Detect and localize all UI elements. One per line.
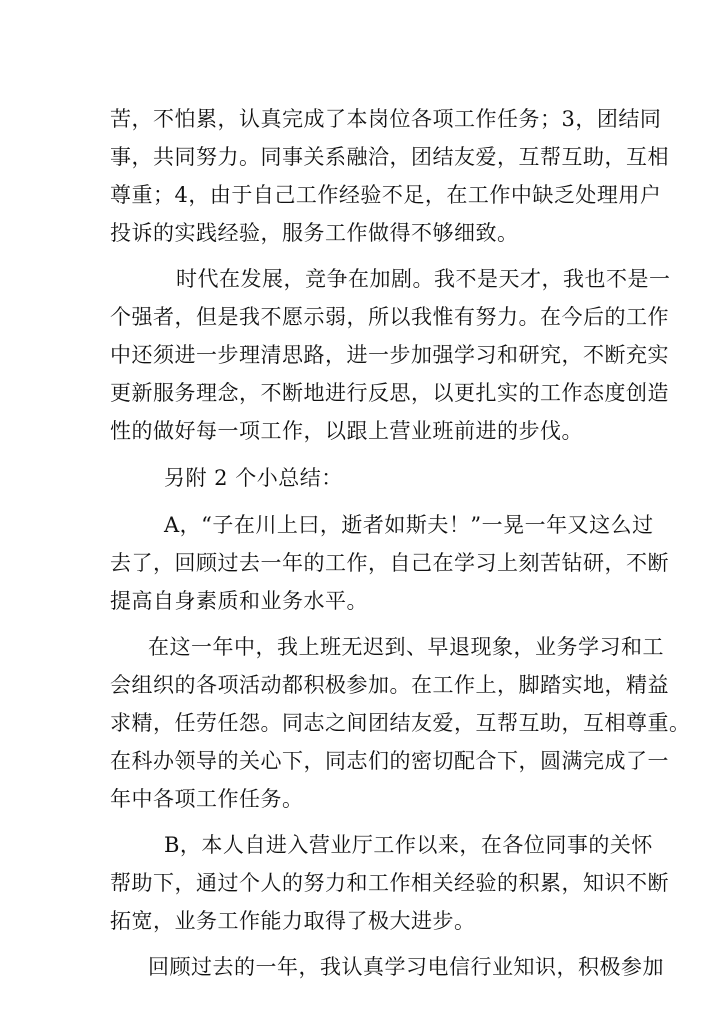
paragraph-first-line: A，“子在川上曰，逝者如斯夫！”一晃一年又这么过 bbox=[164, 513, 654, 537]
text-line: 个强者，但是我不愿示弱，所以我惟有努力。在今后的工作 bbox=[110, 305, 669, 329]
text-line: 事，共同努力。同事关系融洽，团结友爱，互帮互助，互相 bbox=[110, 145, 669, 169]
text-line: 尊重；4，由于自己工作经验不足，在工作中缺乏处理用户 bbox=[110, 183, 662, 207]
text-line: 求精，任劳任怨。同志之间团结友爱，互帮互助，互相尊重。 bbox=[110, 711, 691, 735]
paragraph-first-line: 时代在发展，竞争在加剧。我不是天才，我也不是一 bbox=[176, 267, 671, 291]
text-line: 会组织的各项活动都积极参加。在工作上，脚踏实地，精益 bbox=[110, 673, 669, 697]
text-line: 拓宽，业务工作能力取得了极大进步。 bbox=[110, 909, 476, 933]
text-line: 性的做好每一项工作，以跟上营业班前进的步伐。 bbox=[110, 419, 583, 443]
paragraph-first-line: 回顾过去的一年，我认真学习电信行业知识，积极参加 bbox=[148, 955, 664, 979]
text-line: 投诉的实践经验，服务工作做得不够细致。 bbox=[110, 221, 519, 245]
section-heading: 另附 2 个小总结： bbox=[164, 466, 343, 490]
paragraph-first-line: B，本人自进入营业厅工作以来，在各位同事的关怀 bbox=[164, 833, 653, 857]
text-line: 在科办领导的关心下，同志们的密切配合下，圆满完成了一 bbox=[110, 749, 669, 773]
text-line: 去了，回顾过去一年的工作，自己在学习上刻苦钻研，不断 bbox=[110, 551, 669, 575]
text-line: 提高自身素质和业务水平。 bbox=[110, 589, 368, 613]
paragraph-first-line: 在这一年中，我上班无迟到、早退现象，业务学习和工 bbox=[148, 635, 664, 659]
text-line: 中还须进一步理清思路，进一步加强学习和研究，不断充实 bbox=[110, 343, 669, 367]
text-line: 年中各项工作任务。 bbox=[110, 787, 304, 811]
text-line: 更新服务理念，不断地进行反思，以更扎实的工作态度创造 bbox=[110, 381, 669, 405]
text-line: 苦，不怕累，认真完成了本岗位各项工作任务；3，团结同 bbox=[110, 107, 662, 131]
text-line: 帮助下，通过个人的努力和工作相关经验的积累，知识不断 bbox=[110, 871, 669, 895]
